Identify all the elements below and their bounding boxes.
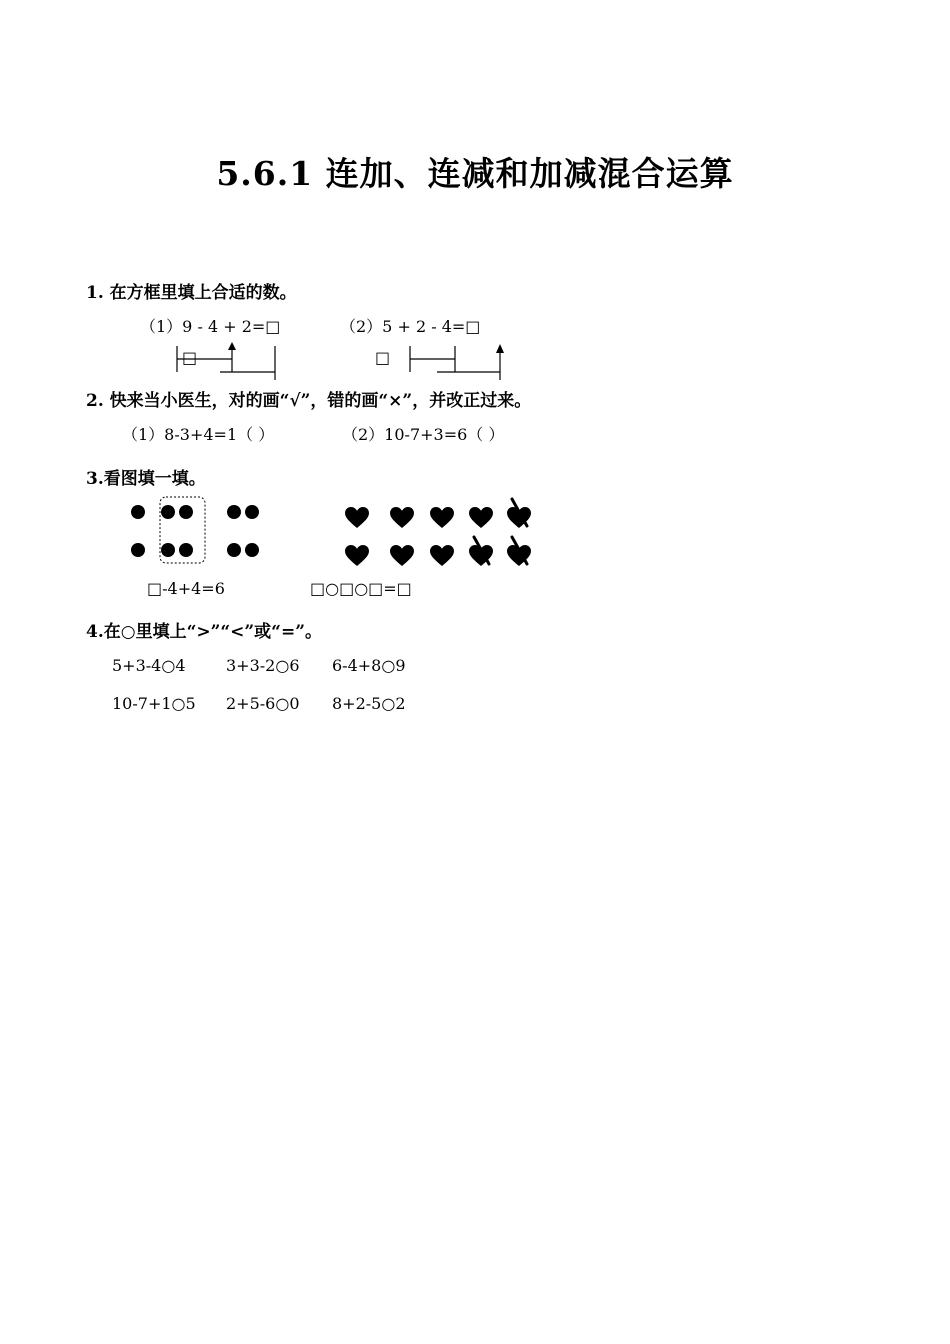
- question-1-answer-box-1[interactable]: □: [182, 348, 198, 367]
- arrow-up-icon: [496, 344, 504, 353]
- question-2-prompt: 2. 快来当小医生，对的画“√”，错的画“×”，并改正过来。: [86, 391, 532, 411]
- question-1-answer-box-2[interactable]: □: [375, 348, 391, 367]
- number-line-diagram-1: [177, 342, 275, 380]
- question-3-equation-hearts: □○□○□=□: [310, 579, 412, 598]
- question-4-row-2-item-2: 2+5-6○0: [226, 694, 300, 713]
- question-4-prompt: 4.在○里填上“>”“<”或“=”。: [86, 622, 322, 642]
- dots-figure: [131, 497, 259, 563]
- question-1-prompt: 1. 在方框里填上合适的数。: [86, 283, 297, 303]
- page-title: 5.6.1 连加、连减和加减混合运算: [216, 154, 734, 193]
- question-4-row-1-item-2: 3+3-2○6: [226, 656, 300, 675]
- question-2-item-2: （2）10-7+3=6（ ）: [342, 425, 505, 444]
- hearts-figure: [345, 499, 531, 566]
- question-1-item-1: （1）9 - 4 + 2=□: [140, 317, 281, 336]
- question-4-row-1-item-3: 6-4+8○9: [332, 656, 406, 675]
- question-4-row-1-item-1: 5+3-4○4: [112, 656, 186, 675]
- question-3-prompt: 3.看图填一填。: [86, 469, 206, 489]
- arrow-up-icon: [228, 342, 236, 350]
- question-2-item-1: （1）8-3+4=1（ ）: [122, 425, 275, 444]
- question-4-row-2-item-1: 10-7+1○5: [112, 694, 196, 713]
- question-1-item-2: （2）5 + 2 - 4=□: [340, 317, 481, 336]
- question-4-row-2-item-3: 8+2-5○2: [332, 694, 406, 713]
- number-line-diagram-2: [410, 344, 504, 380]
- question-3-equation-dots: □-4+4=6: [147, 579, 225, 598]
